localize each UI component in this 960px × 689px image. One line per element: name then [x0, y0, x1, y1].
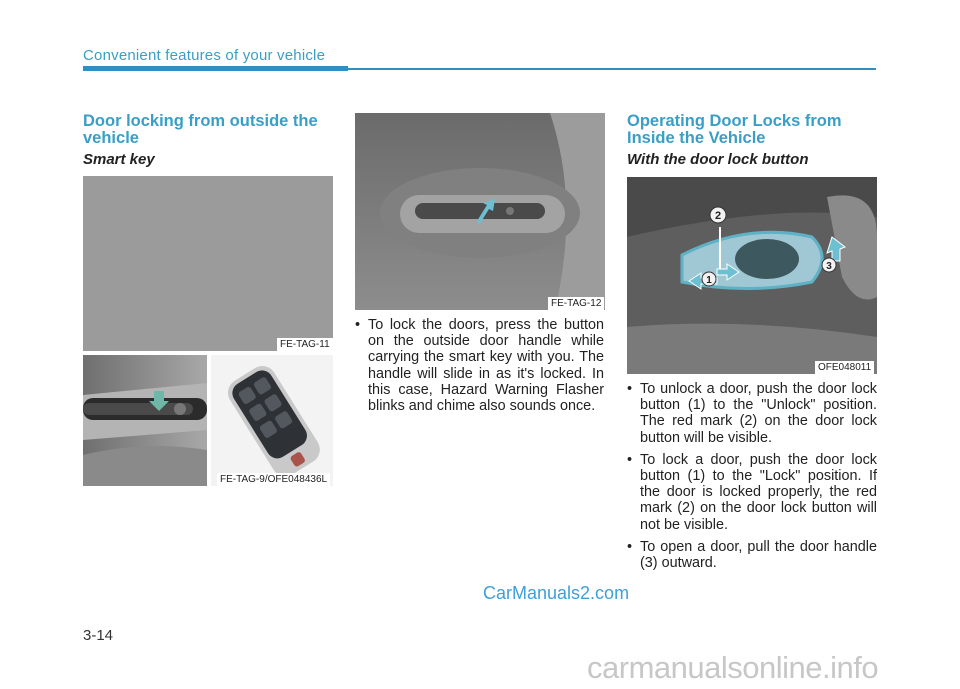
- image-caption: OFE048011: [815, 361, 874, 374]
- list-item: • To open a door, pull the door handle (3) outward.: [627, 539, 877, 571]
- callout-2: [710, 207, 726, 223]
- smart-key-icon: [211, 355, 333, 486]
- right-subheading: With the door lock button: [627, 151, 809, 168]
- right-heading: Operating Door Locks from Inside the Vehicle: [627, 112, 842, 147]
- list-item: • To lock the doors, press the button on the outside door handle while carrying the smart key with you. The handle will slide in as it's locked. In this case, Hazard Warning Flasher blinks and chime also sounds once.: [355, 317, 604, 414]
- watermark-link[interactable]: CarManuals2.com: [483, 583, 630, 603]
- smart-key-photo: [211, 355, 333, 486]
- image-caption: FE-TAG-12: [548, 297, 604, 310]
- handle-button-photo: [83, 355, 207, 486]
- watermark-text: carmanualsonline.info: [587, 650, 879, 685]
- section-title: Convenient features of your vehicle: [83, 47, 326, 64]
- image-caption: FE-TAG-11: [277, 338, 333, 351]
- left-subheading: Smart key: [83, 151, 155, 168]
- section-title-bar: [83, 66, 348, 71]
- right-heading-block: [627, 113, 877, 147]
- callout-1-label: 1: [706, 275, 712, 286]
- interior-door-illustration: [627, 177, 877, 374]
- right-bullet-list: [627, 381, 877, 577]
- callout-1: [702, 272, 716, 286]
- handle-button-illustration: [83, 355, 207, 486]
- callout-2-label: 2: [714, 210, 722, 222]
- callout-3-label: 3: [826, 261, 832, 272]
- door-panel-illustration: [83, 176, 333, 351]
- list-item: • To unlock a door, push the door lock button (1) to the "Unlock" position. The red mark (2) on the door lock button will be visible.: [627, 381, 877, 446]
- door-handle-closeup-photo: [355, 113, 605, 310]
- middle-bullet-list: [355, 317, 604, 420]
- image-caption: FE-TAG-9/OFE048436L: [217, 473, 330, 486]
- page-number: 3-14: [83, 627, 114, 644]
- callout-3: [822, 258, 836, 272]
- left-heading-block: [83, 113, 338, 147]
- list-item: • To lock a door, push the door lock button (1) to the "Lock" position. If the door is locked properly, the red mark (2) on the door lock button will not be visible.: [627, 452, 877, 533]
- interior-door-photo: [627, 177, 877, 374]
- door-handle-closeup-illustration: [355, 113, 605, 310]
- left-heading: Door locking from outside the vehicle: [83, 112, 318, 147]
- door-handle-photo: [83, 176, 333, 351]
- header-rule: [348, 68, 876, 70]
